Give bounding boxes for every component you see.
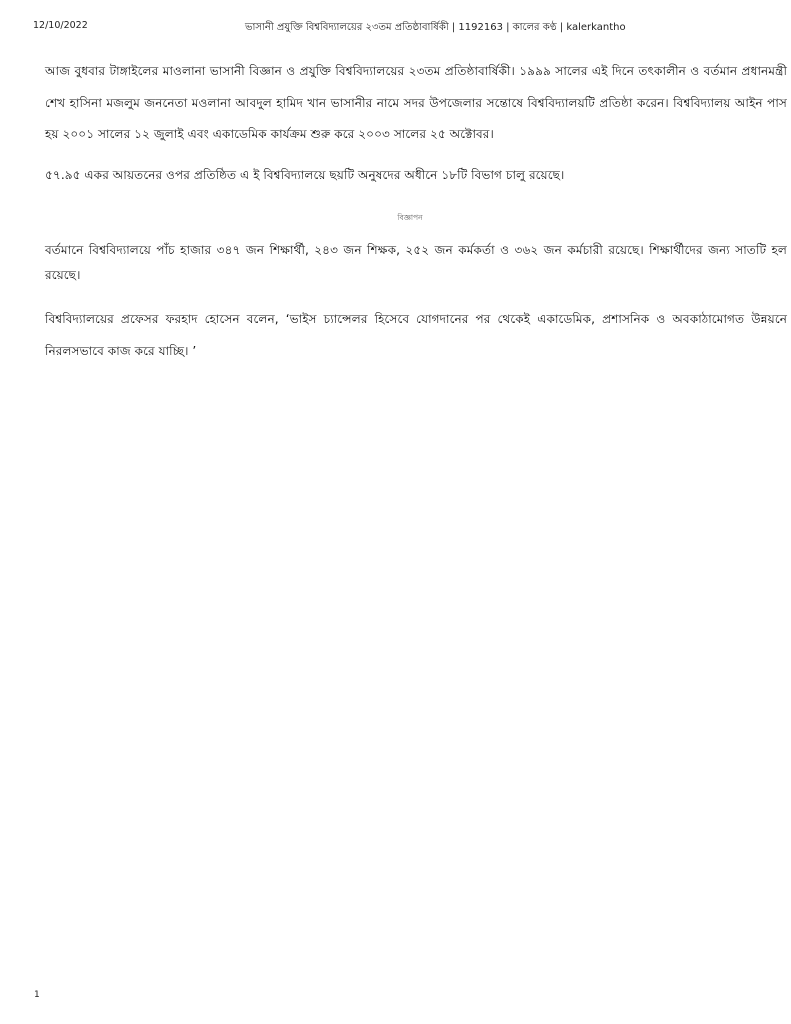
article-paragraph-area: ৫৭.৯৫ একর আয়তনের ওপর প্রতিষ্ঠিত এ ই বিশ্ববিদ্যালয়ে ছয়টি অনুষদের অধীনে ১৮টি বিভাগ চালু রয়েছে। bbox=[45, 167, 565, 182]
advertisement-label: বিজ্ঞাপন bbox=[397, 213, 423, 222]
print-date: 12/10/2022 bbox=[33, 20, 88, 31]
article-body bbox=[45, 56, 787, 367]
article-paragraph-quote: বিশ্ববিদ্যালয়ের প্রফেসর ফরহাদ হোসেন বলেন, ‘ভাইস চ্যান্সেলর হিসেবে যোগদানের পর থেকেই একাডেমিক, প্রশাসনিক ও অবকাঠামোগত উন্নয়নে নিরলসভাবে কাজ করে যাচ্ছি। ’ bbox=[45, 312, 787, 358]
page-number: 1 bbox=[34, 990, 40, 1000]
page-header-title: ভাসানী প্রযুক্তি বিশ্ববিদ্যালয়ের ২৩তম প্রতিষ্ঠাবার্ষিকী | 1192163 | কালের কণ্ঠ | kalerkantho bbox=[245, 22, 626, 33]
article-paragraph-population: বর্তমানে বিশ্ববিদ্যালয়ে পাঁচ হাজার ৩৪৭ জন শিক্ষার্থী, ২৪৩ জন শিক্ষক, ২৫২ জন কর্মকর্তা ও ৩৬২ জন কর্মচারী রয়েছে। শিক্ষার্থীদের জন্য সাতটি হল রয়েছে। bbox=[45, 243, 787, 282]
article-paragraph-intro: আজ বুধবার টাঙ্গাইলের মাওলানা ভাসানী বিজ্ঞান ও প্রযুক্তি বিশ্ববিদ্যালয়ের ২৩তম প্রতিষ্ঠাবার্ষিকী। ১৯৯৯ সালের এই দিনে তৎকালীন ও বর্তমান প্রধানমন্ত্রী শেখ হাসিনা মজলুম জননেতা মওলানা আবদুল হামিদ খান ভাসানীর নামে সদর উপজেলার সন্তোষে বিশ্ববিদ্যালয়টি প্রতিষ্ঠা করেন। বিশ্ববিদ্যালয় আইন পাস হয় ২০০১ সালের ১২ জুলাই এবং একাডেমিক কার্যক্রম শুরু করে ২০০৩ সালের ২৫ অক্টোবর। bbox=[45, 64, 787, 141]
